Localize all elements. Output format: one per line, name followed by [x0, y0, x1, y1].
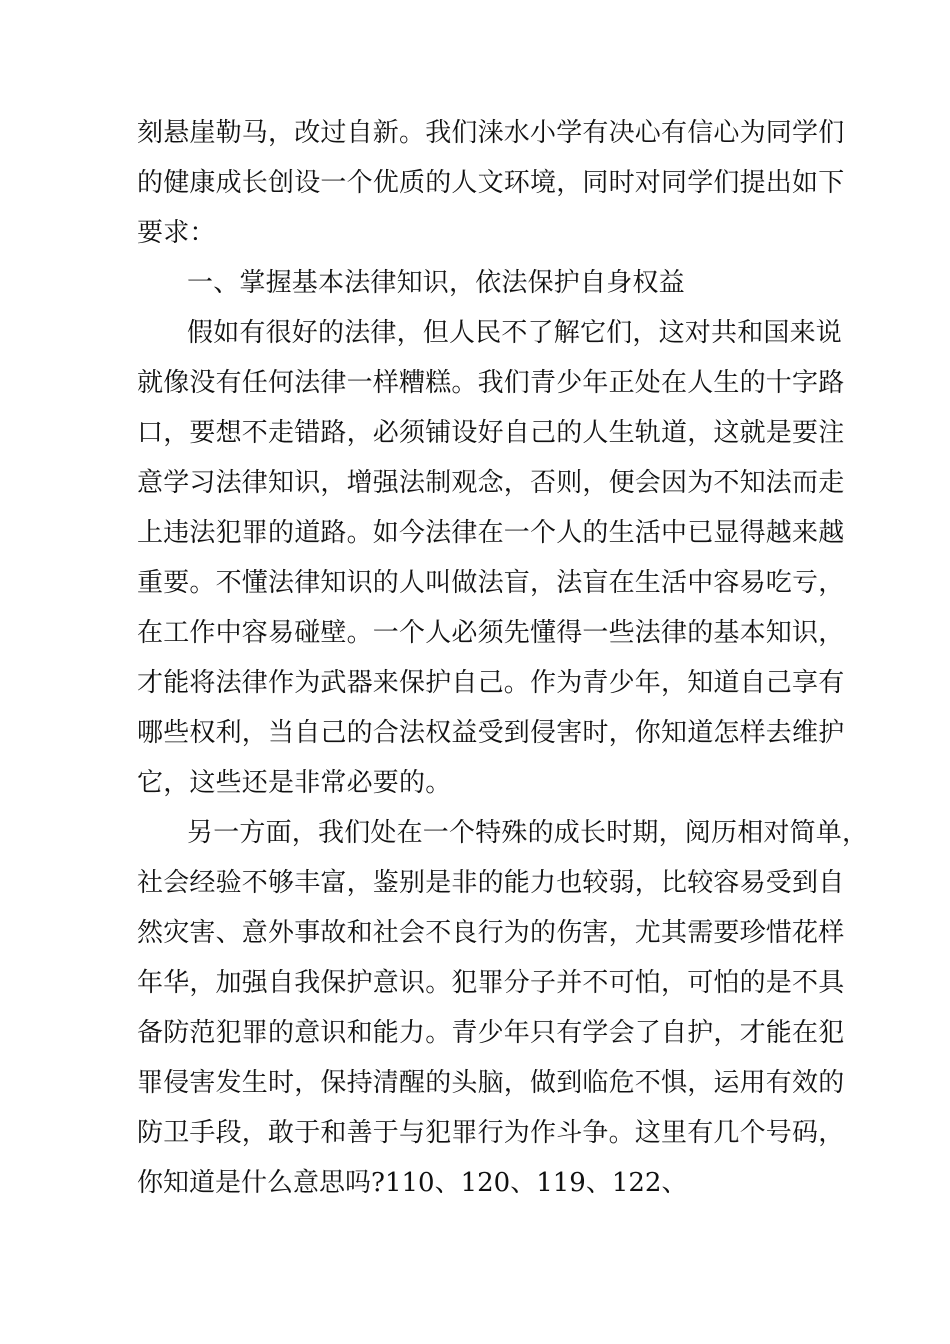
- text-line: 要求：: [137, 218, 216, 248]
- text-line: 就像没有任何法律一样糟糕。我们青少年正处在人生的十字路: [137, 368, 845, 398]
- text-line: 备防范犯罪的意识和能力。青少年只有学会了自护，才能在犯: [137, 1018, 845, 1048]
- text-line: 重要。不懂法律知识的人叫做法盲，法盲在生活中容易吃亏，: [137, 568, 845, 598]
- text-line: 上违法犯罪的道路。如今法律在一个人的生活中已显得越来越: [137, 518, 845, 548]
- text-line: 社会经验不够丰富，鉴别是非的能力也较弱，比较容易受到自: [137, 868, 845, 898]
- text-line: 在工作中容易碰壁。一个人必须先懂得一些法律的基本知识，: [137, 618, 845, 648]
- document-body: [137, 108, 869, 1208]
- text-line: 刻悬崖勒马，改过自新。我们涞水小学有决心有信心为同学们: [137, 118, 845, 148]
- text-line: 然灾害、意外事故和社会不良行为的伤害，尤其需要珍惜花样: [137, 918, 845, 948]
- text-line: 才能将法律作为武器来保护自己。作为青少年，知道自己享有: [137, 668, 845, 698]
- text-line: 另一方面，我们处在一个特殊的成长时期，阅历相对简单，: [187, 818, 869, 848]
- text-line: 它，这些还是非常必要的。: [137, 768, 452, 798]
- section-heading: 一、掌握基本法律知识，依法保护自身权益: [187, 268, 685, 298]
- text-line: 口，要想不走错路，必须铺设好自己的人生轨道，这就是要注: [137, 418, 845, 448]
- text-line: 罪侵害发生时，保持清醒的头脑，做到临危不惧，运用有效的: [137, 1068, 845, 1098]
- text-line: 假如有很好的法律，但人民不了解它们，这对共和国来说: [187, 318, 843, 348]
- text-line: 防卫手段，敢于和善于与犯罪行为作斗争。这里有几个号码，: [137, 1118, 845, 1148]
- text-line: 意学习法律知识，增强法制观念，否则，便会因为不知法而走: [137, 468, 845, 498]
- text-line: 年华，加强自我保护意识。犯罪分子并不可怕，可怕的是不具: [137, 968, 845, 998]
- text-line: 哪些权利，当自己的合法权益受到侵害时，你知道怎样去维护: [137, 718, 845, 748]
- text-line: 你知道是什么意思吗?110、120、119、122、: [137, 1168, 688, 1198]
- text-line: 的健康成长创设一个优质的人文环境，同时对同学们提出如下: [137, 168, 845, 198]
